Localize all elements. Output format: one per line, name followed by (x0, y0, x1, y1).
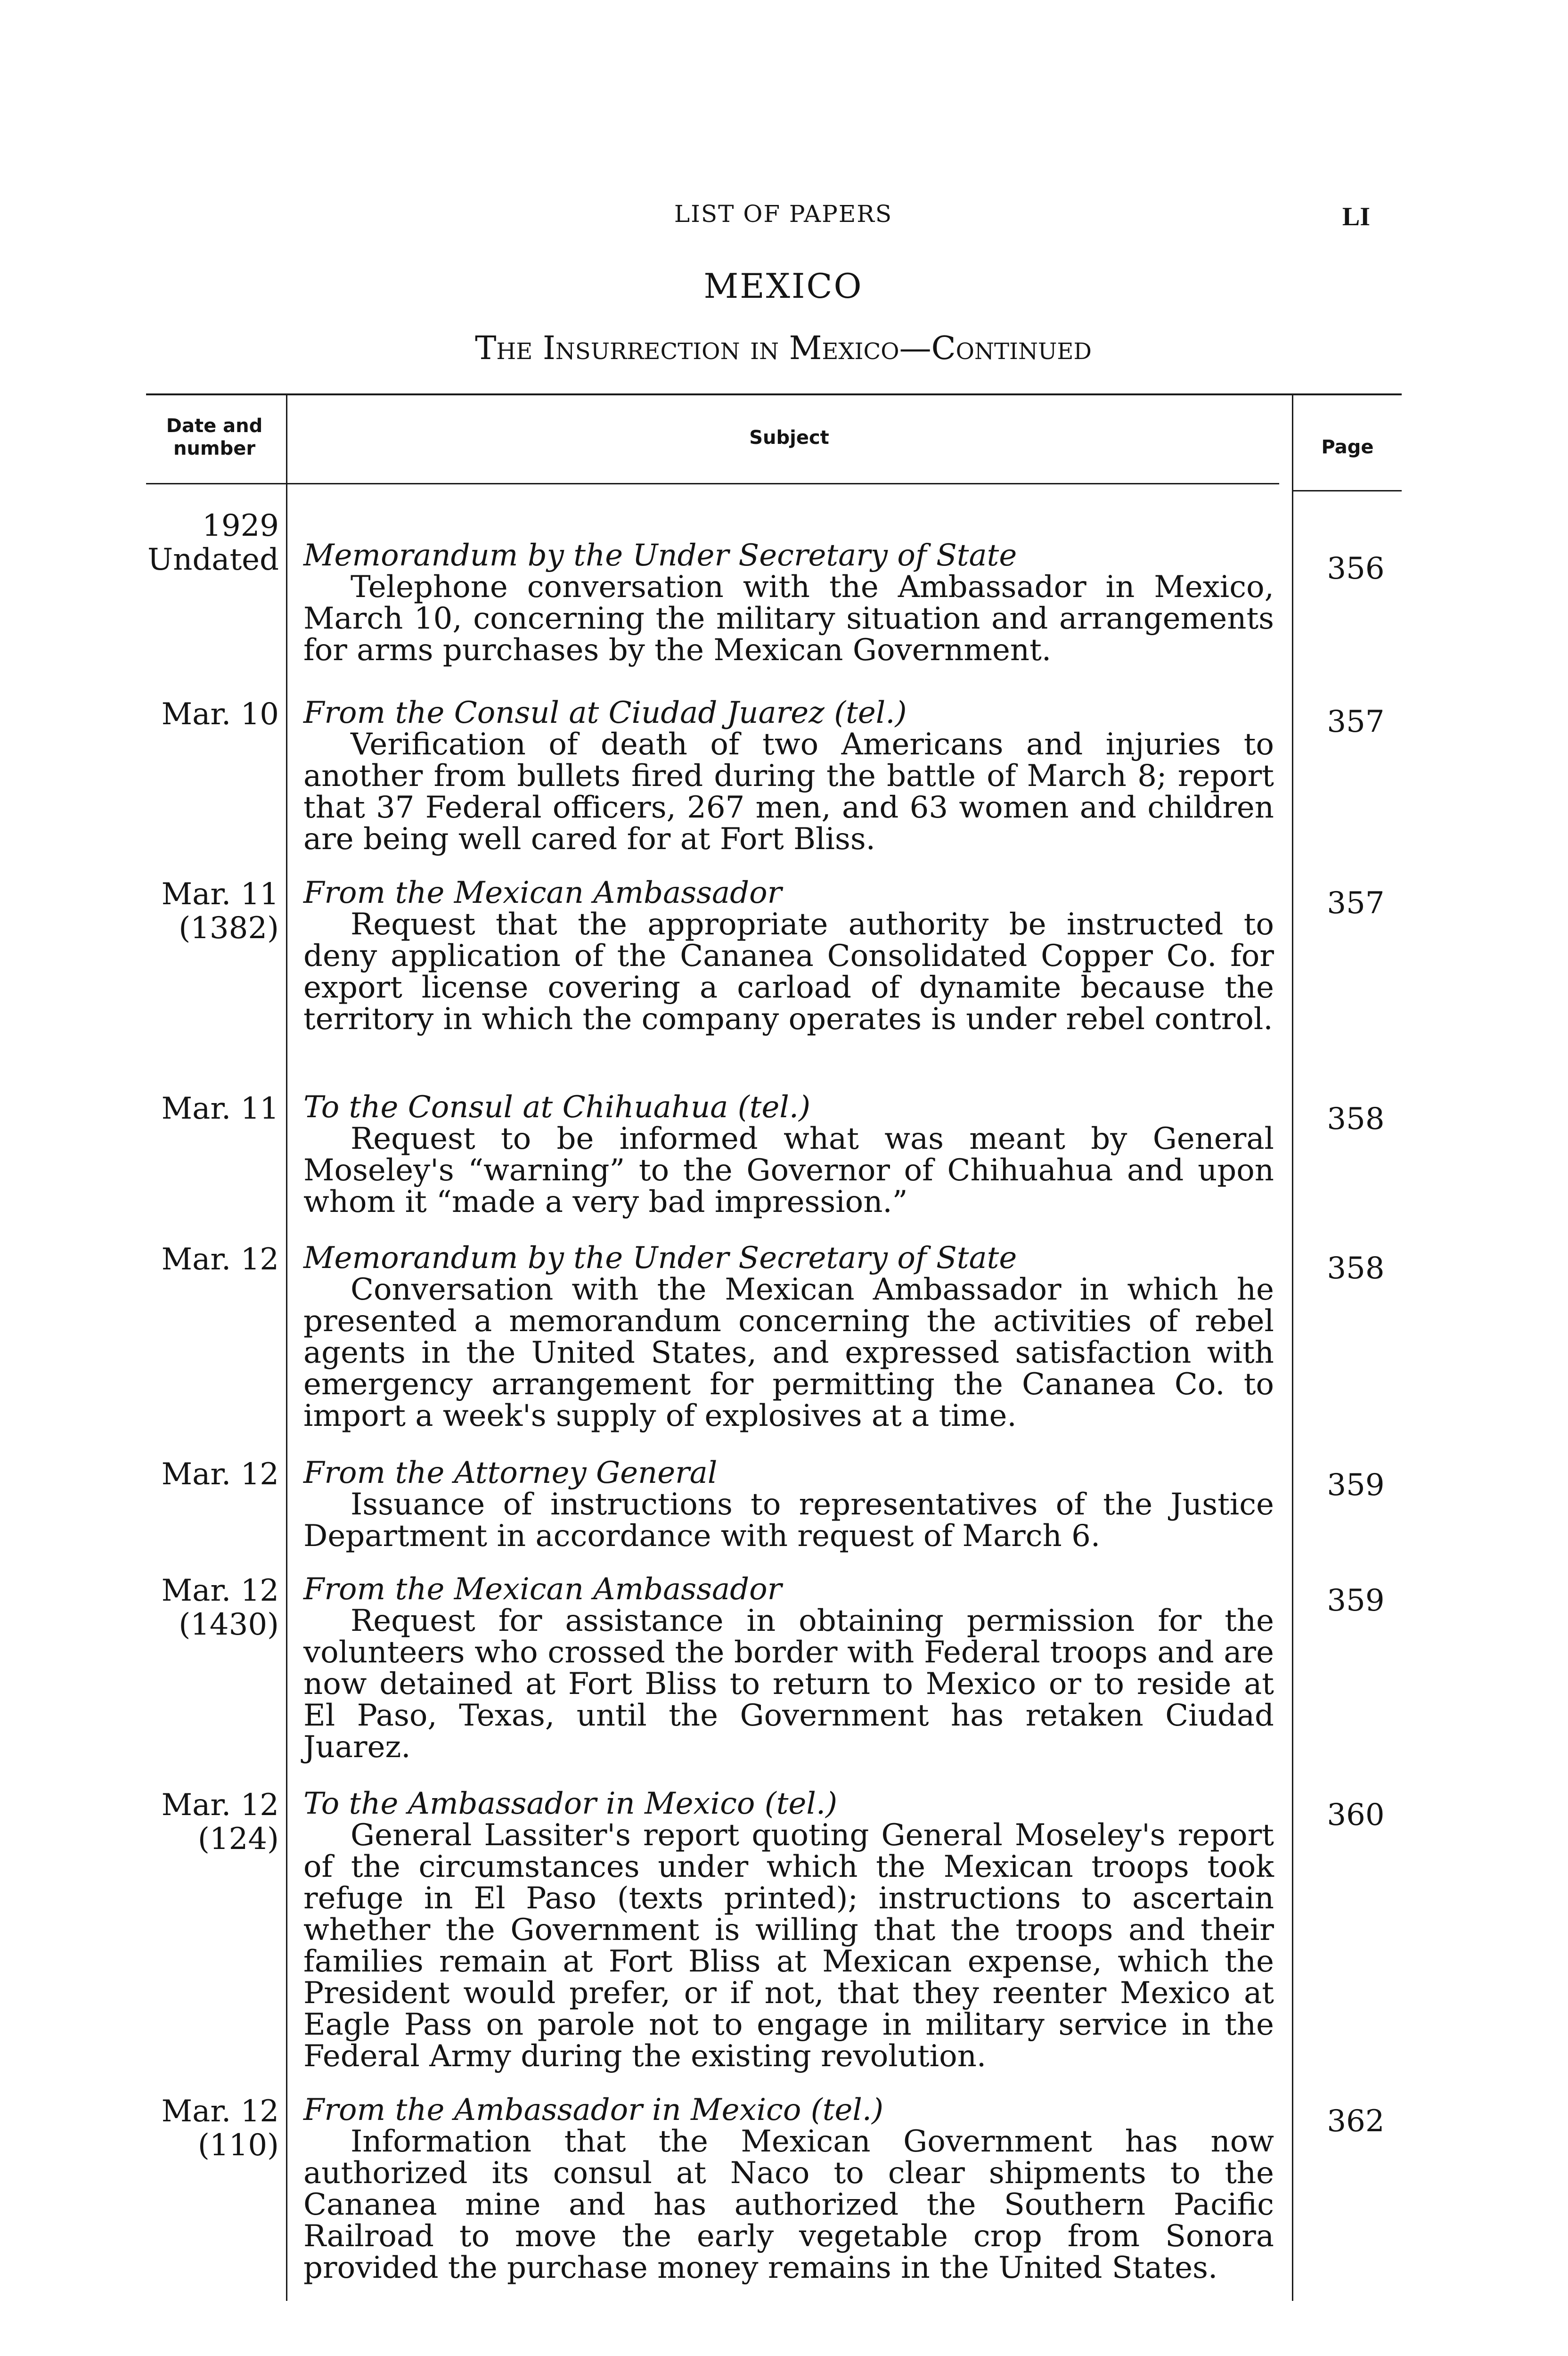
entry-subject (303, 1243, 1274, 1432)
running-title: LIST OF PAPERS (674, 200, 893, 228)
entry-source: Memorandum by the Under Secretary of State (303, 538, 1017, 573)
entry-source: To the Consul at Chihuahua (tel.) (303, 1090, 811, 1125)
entry-source: To the Ambassador in Mexico (tel.) (303, 1786, 838, 1821)
entry-page: 360 (1327, 1798, 1385, 1832)
entry-subject (303, 540, 1274, 666)
entry-page: 356 (1327, 551, 1385, 586)
entry-date: Mar. 11 (1382) (161, 877, 279, 946)
entry-subject (303, 1457, 1274, 1552)
header-bottom-rule-left (146, 483, 1279, 484)
entry-description: General Lassiter's report quoting General Moseley's report of the circumstances under which the Mexican troops took refuge in El Paso (texts printed); instructions to ascertain whether the Government is willing that the troops and their families remain at Fort Bliss at Mexican expense, which the President would prefer, or if not, that they reenter Mexico at Eagle Pass on parole not to engage in military service in the Federal Army during the existing revolution. (303, 1818, 1274, 2074)
page-folio: LI (1342, 202, 1370, 231)
entry-page: 362 (1327, 2104, 1385, 2139)
entry-page: 358 (1327, 1102, 1385, 1137)
entry-page: 357 (1327, 704, 1385, 739)
entry-subject (303, 697, 1274, 855)
entry-page: 359 (1327, 1583, 1385, 1618)
entry-source: From the Consul at Ciudad Juarez (tel.) (303, 695, 907, 730)
entry-subject (303, 877, 1274, 1035)
entry-date: Mar. 12 (161, 1457, 279, 1492)
entry-description: Issuance of instructions to representatives of the Justice Department in accordance with request of March 6. (303, 1487, 1274, 1554)
entry-date: Mar. 12 (110) (161, 2094, 279, 2163)
entry-date: Mar. 12 (1430) (161, 1573, 279, 1642)
column-divider-date (286, 393, 287, 2301)
entry-description: Request to be informed what was meant by General Moseley's “warning” to the Governor of Chihuahua and upon whom it “made a very bad impression.” (303, 1121, 1274, 1219)
entry-page: 357 (1327, 886, 1385, 921)
entry-source: Memorandum by the Under Secretary of State (303, 1241, 1017, 1276)
column-header-date: Date and number (166, 415, 263, 459)
column-header-subject: Subject (749, 427, 829, 449)
entry-source: From the Ambassador in Mexico (tel.) (303, 2093, 884, 2127)
entry-date: Mar. 12 (124) (161, 1788, 279, 1857)
entry-description: Request that the appropriate authority be instructed to deny application of the Cananea Consolidated Copper Co. for export license covering a carload of dynamite because the territory in which the company operates is under rebel control. (303, 907, 1274, 1037)
country-heading: MEXICO (703, 266, 863, 306)
section-title: The Insurrection in Mexico—Continued (475, 330, 1092, 367)
entry-subject (303, 2094, 1274, 2284)
entry-subject (303, 1574, 1274, 1763)
column-divider-page (1292, 393, 1293, 2301)
entry-description: Verification of death of two Americans and injuries to another from bullets fired during the battle of March 8; report that 37 Federal officers, 267 men, and 63 women and children are being well cared for at Fort Bliss. (303, 727, 1274, 857)
entry-date: Mar. 11 (161, 1091, 279, 1126)
entry-subject (303, 1788, 1274, 2072)
entry-date: Mar. 10 (161, 697, 279, 732)
entry-subject (303, 1092, 1274, 1218)
entry-description: Request for assistance in obtaining permission for the volunteers who crossed the border with Federal troops and are now detained at Fort Bliss to return to Mexico or to reside at El Paso, Texas, until the Government has retaken Ciudad Juarez. (303, 1603, 1274, 1765)
header-bottom-rule-right (1293, 490, 1402, 491)
entry-date: 1929 Undated (147, 508, 279, 577)
entry-description: Information that the Mexican Government has now authorized its consul at Naco to clear shipments to the Cananea mine and has authorized the Southern Pacific Railroad to move the early vegetable crop from Sonora provided the purchase money remains in the United States. (303, 2124, 1274, 2285)
entry-source: From the Mexican Ambassador (303, 1572, 782, 1607)
entry-page: 358 (1327, 1251, 1385, 1286)
table-top-rule (146, 393, 1402, 395)
entry-page: 359 (1327, 1468, 1385, 1503)
entry-source: From the Attorney General (303, 1456, 718, 1490)
entry-date: Mar. 12 (161, 1242, 279, 1277)
entry-source: From the Mexican Ambassador (303, 875, 782, 910)
entry-description: Conversation with the Mexican Ambassador in which he presented a memorandum concerning the activities of rebel agents in the United States, and expressed satisfaction with emergency arrangement for permitting the Cananea Co. to import a week's supply of explosives at a time. (303, 1272, 1274, 1433)
column-header-page: Page (1321, 436, 1374, 458)
entry-description: Telephone conversation with the Ambassador in Mexico, March 10, concerning the military situation and arrangements for arms purchases by the Mexican Government. (303, 570, 1274, 668)
